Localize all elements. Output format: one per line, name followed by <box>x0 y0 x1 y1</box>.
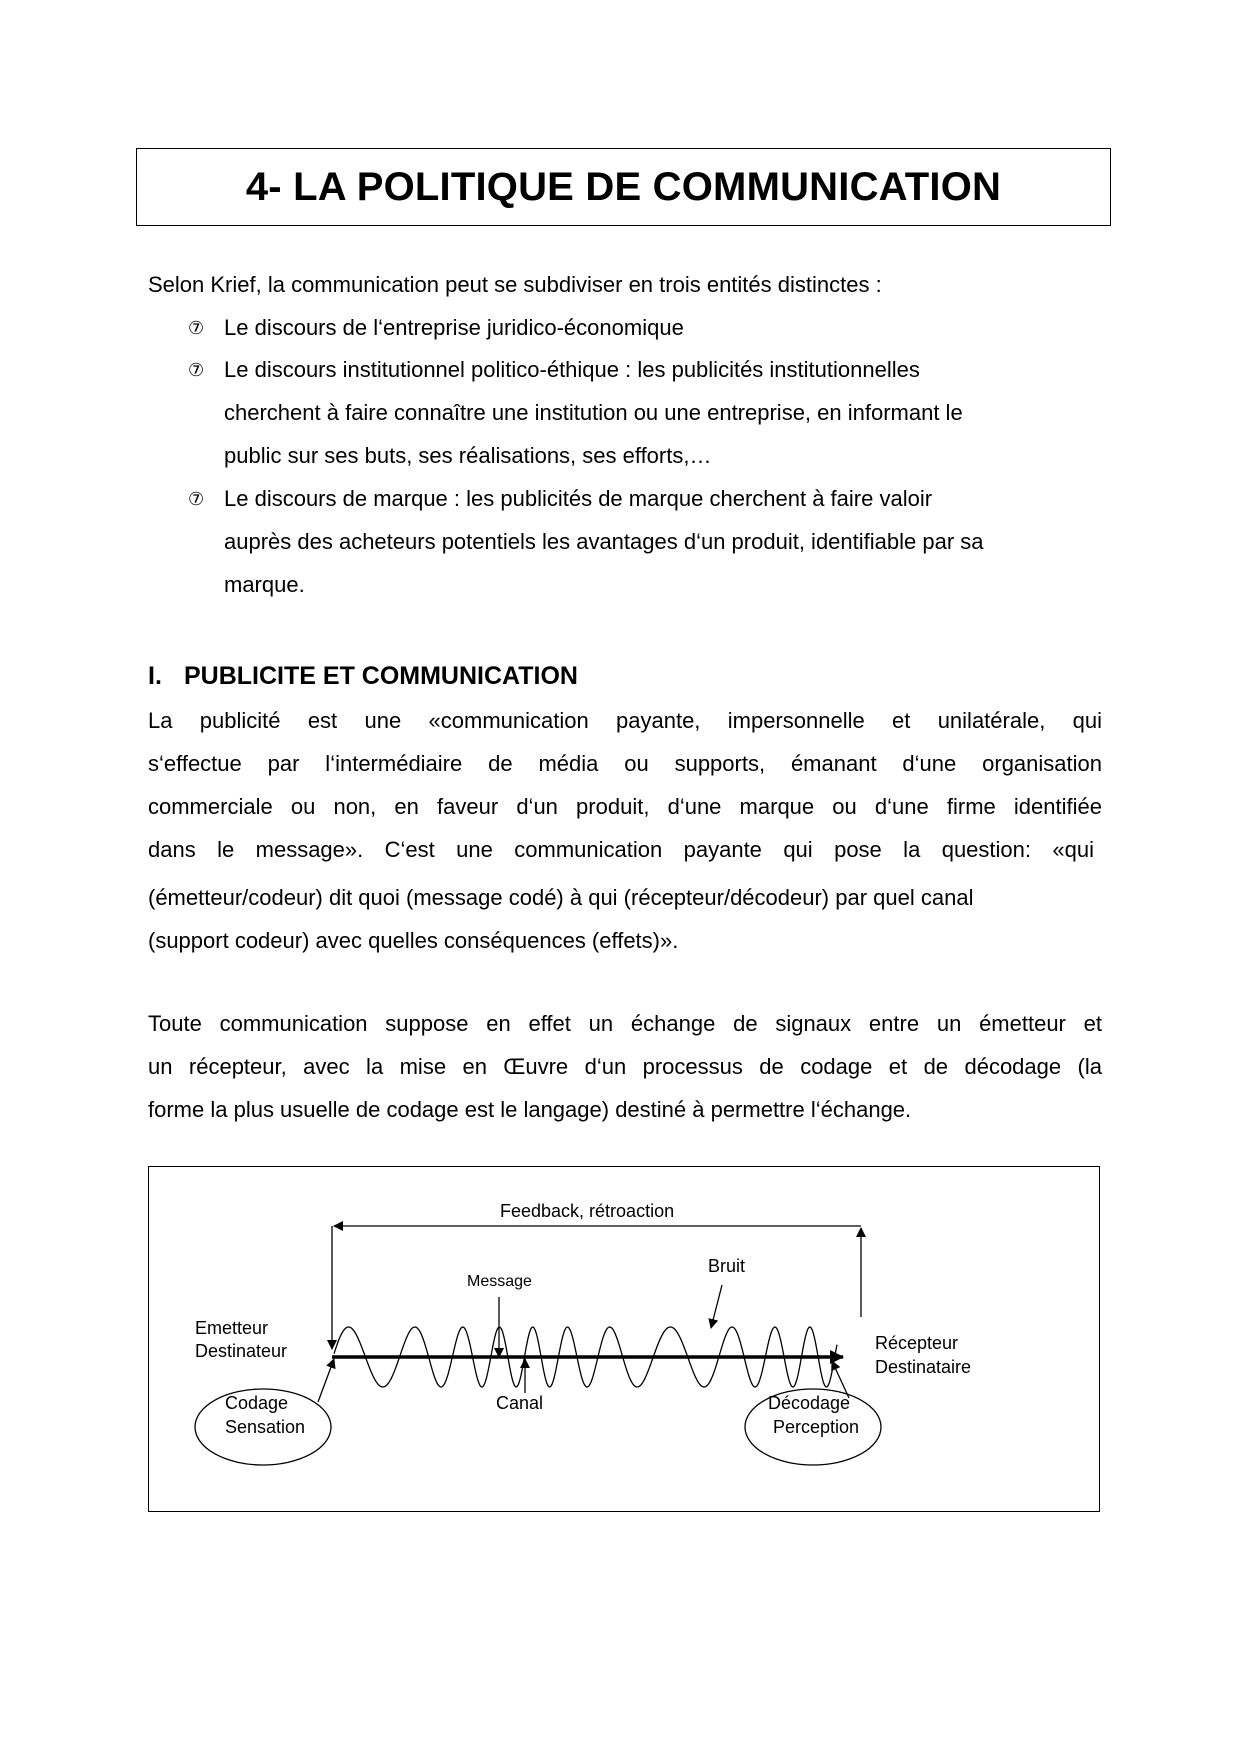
decodage-label: Décodage <box>768 1393 851 1413</box>
paragraph-1-line: (émetteur/codeur) dit quoi (message codé) à qui (récepteur/décodeur) par quel canal <box>148 885 974 910</box>
bullet-icon: ⑦ <box>188 318 205 338</box>
communication-diagram <box>148 1166 1100 1512</box>
bullet-2-line: Le discours institutionnel politico-éthique : les publicités institutionnelles <box>224 357 920 382</box>
bullet-2-line: public sur ses buts, ses réalisations, ses efforts,… <box>224 443 712 468</box>
bullet-1-line: Le discours de l‘entreprise juridico-économique <box>224 315 684 340</box>
title-box <box>136 148 1111 226</box>
paragraph-1-line: dans le message». C‘est une communication payante qui pose la question: «qui <box>148 837 1094 862</box>
bruit-arrow <box>711 1285 722 1328</box>
bruit-label: Bruit <box>708 1256 746 1276</box>
codage-arrow <box>318 1359 334 1402</box>
emetteur-label: Emetteur <box>195 1318 269 1338</box>
paragraph-1-line: commerciale ou non, en faveur d‘un produit, d‘une marque ou d‘une firme identifiée <box>148 794 1102 819</box>
paragraph-1-line: (support codeur) avec quelles conséquences (effets)». <box>148 928 679 953</box>
bullet-icon: ⑦ <box>188 489 205 509</box>
bullet-3-line: auprès des acheteurs potentiels les avantages d‘un produit, identifiable par sa <box>224 529 984 554</box>
codage-label: Codage <box>225 1393 289 1413</box>
bullet-3-line: marque. <box>224 572 305 597</box>
paragraph-2-line: un récepteur, avec la mise en Œuvre d‘un processus de codage et de décodage (la <box>148 1054 1102 1079</box>
destinataire-label: Destinataire <box>875 1357 972 1377</box>
paragraph-1-line: La publicité est une «communication payante, impersonnelle et unilatérale, qui <box>148 708 1102 733</box>
paragraph-2-line: forme la plus usuelle de codage est le langage) destiné à permettre l‘échange. <box>148 1097 912 1122</box>
canal-label: Canal <box>496 1393 544 1413</box>
recepteur-label: Récepteur <box>875 1333 959 1353</box>
section-number: I. <box>148 662 162 690</box>
paragraph-1-line: s‘effectue par l‘intermédiaire de média ou supports, émanant d‘une organisation <box>148 751 1102 776</box>
paragraph-2-line: Toute communication suppose en effet un échange de signaux entre un émetteur et <box>148 1011 1102 1036</box>
perception-label: Perception <box>773 1417 860 1437</box>
bullet-icon: ⑦ <box>188 360 205 380</box>
section-heading <box>148 662 578 691</box>
bullet-2-line: cherchent à faire connaître une institution ou une entreprise, en informant le <box>224 400 963 425</box>
page-title: 4- LA POLITIQUE DE COMMUNICATION <box>245 164 1002 209</box>
feedback-label: Feedback, rétroaction <box>500 1201 675 1221</box>
intro-text: Selon Krief, la communication peut se subdiviser en trois entités distinctes : <box>148 272 882 297</box>
sensation-label: Sensation <box>225 1417 306 1437</box>
message-label: Message <box>467 1273 532 1290</box>
section-title: PUBLICITE ET COMMUNICATION <box>184 662 578 690</box>
bullet-3-line: Le discours de marque : les publicités de marque cherchent à faire valoir <box>224 486 933 511</box>
destinateur-label: Destinateur <box>195 1341 288 1361</box>
